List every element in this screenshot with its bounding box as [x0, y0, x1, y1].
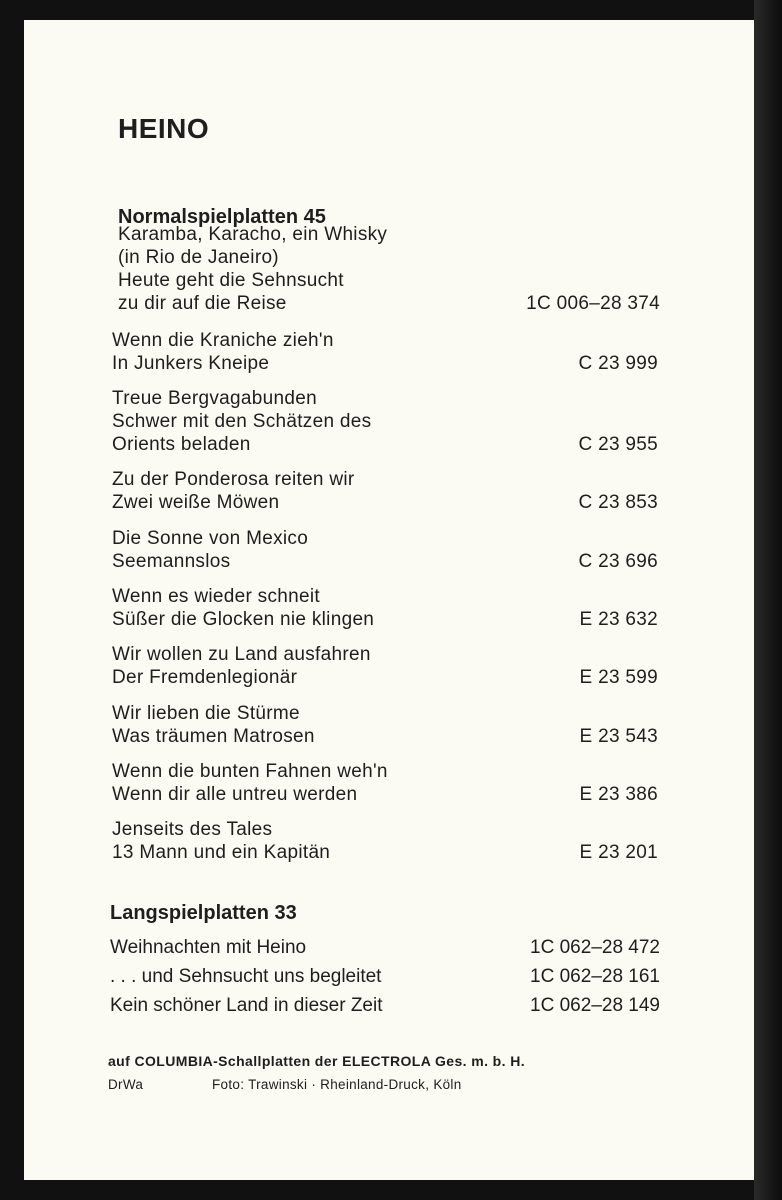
- list-item: [118, 223, 660, 315]
- list-item: [112, 387, 658, 456]
- song-title: (in Rio de Janeiro): [118, 247, 279, 268]
- artist-name: HEINO: [118, 113, 210, 144]
- print-code: DrWa: [108, 1077, 144, 1092]
- song-title: Zwei weiße Möwen: [112, 492, 280, 513]
- list-item: [112, 702, 658, 748]
- catalog-number: E 23 201: [579, 842, 658, 863]
- catalog-number: 1C 062–28 149: [530, 995, 660, 1016]
- print-credit: [108, 1077, 462, 1092]
- album-title: Kein schöner Land in dieser Zeit: [110, 995, 383, 1016]
- song-title: 13 Mann und ein Kapitän: [112, 842, 331, 863]
- song-title: Jenseits des Tales: [112, 819, 273, 840]
- song-title: Orients beladen: [112, 434, 251, 455]
- postcard-content: [24, 20, 754, 1180]
- song-title: Wir wollen zu Land ausfahren: [112, 644, 371, 665]
- album-title: . . . und Sehnsucht uns begleitet: [110, 966, 382, 987]
- song-title: Heute geht die Sehnsucht: [118, 270, 344, 291]
- catalog-number: E 23 543: [579, 726, 658, 747]
- catalog-number: 1C 062–28 472: [530, 937, 660, 958]
- catalog-number: 1C 006–28 374: [526, 293, 660, 314]
- list-item: [112, 468, 658, 514]
- song-title: Wir lieben die Stürme: [112, 703, 300, 724]
- song-title: In Junkers Kneipe: [112, 353, 270, 374]
- list-item: [112, 585, 658, 631]
- singles-section-title: Normalspielplatten 45: [118, 206, 326, 228]
- song-title: Süßer die Glocken nie klingen: [112, 609, 375, 630]
- song-title: zu dir auf die Reise: [118, 293, 287, 314]
- catalog-number: E 23 386: [579, 784, 658, 805]
- song-title: Wenn die Kraniche zieh'n: [112, 330, 334, 351]
- list-item: [110, 936, 660, 959]
- list-item: [112, 818, 658, 864]
- catalog-number: C 23 955: [578, 434, 658, 455]
- song-title: Wenn die bunten Fahnen weh'n: [112, 761, 388, 782]
- list-item: [112, 329, 658, 375]
- list-item: [112, 643, 658, 689]
- photo-edge: [754, 0, 782, 1200]
- song-title: Der Fremdenlegionär: [112, 667, 298, 688]
- song-title: Zu der Ponderosa reiten wir: [112, 469, 355, 490]
- list-item: [112, 760, 658, 806]
- song-title: Karamba, Karacho, ein Whisky: [118, 224, 388, 245]
- catalog-number: E 23 632: [579, 609, 658, 630]
- catalog-number: C 23 853: [578, 492, 658, 513]
- album-title: Weihnachten mit Heino: [110, 937, 307, 958]
- song-title: Wenn es wieder schneit: [112, 586, 320, 607]
- list-item: [112, 527, 658, 573]
- albums-section-title: Langspielplatten 33: [110, 902, 297, 924]
- song-title: Was träumen Matrosen: [112, 726, 315, 747]
- list-item: [110, 965, 660, 988]
- photo-credit: Foto: Trawinski · Rheinland-Druck, Köln: [212, 1077, 462, 1092]
- catalog-number: C 23 999: [578, 353, 658, 374]
- catalog-number: E 23 599: [579, 667, 658, 688]
- label-credit: auf COLUMBIA-Schallplatten der ELECTROLA Ges. m. b. H.: [108, 1053, 526, 1069]
- song-title: Wenn dir alle untreu werden: [112, 784, 358, 805]
- song-title: Treue Bergvagabunden: [112, 388, 317, 409]
- song-title: Seemannslos: [112, 551, 231, 572]
- song-title: Die Sonne von Mexico: [112, 528, 309, 549]
- catalog-number: 1C 062–28 161: [530, 966, 660, 987]
- catalog-number: C 23 696: [578, 551, 658, 572]
- song-title: Schwer mit den Schätzen des: [112, 411, 372, 432]
- postcard: [24, 20, 754, 1180]
- list-item: [110, 994, 660, 1017]
